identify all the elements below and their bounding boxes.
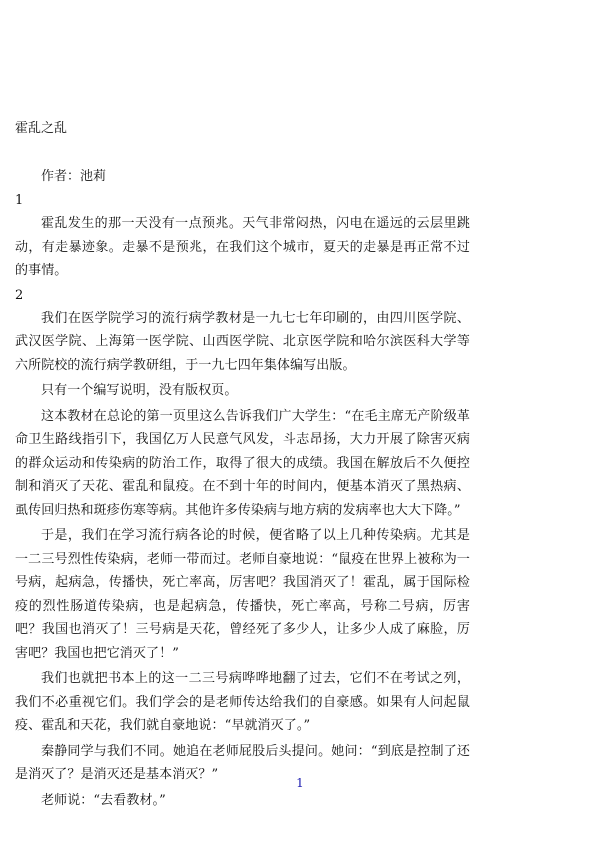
section-number: 1 [15,193,24,208]
page-number: 1 [296,776,304,790]
section-1 [15,190,470,283]
author-line: 作者：池莉 [41,169,107,184]
paragraph: 老师说：“去看教材。” [41,792,166,808]
paragraph: 只有一个编写说明，没有版权页。 [41,383,238,398]
paragraph: 秦静同学与我们不同。她追在老师屁股后头提问。她问：“到底是控制了还是消灭了？是消灭还是基本消灭？” [15,743,470,782]
paragraph: 于是，我们在学习流行病各论的时候，便省略了以上几种传染病。尤其是一二三号烈性传染病，老师一带而过。老师自豪地说：“鼠疫在世界上被称为一号病，起病急，传播快，死亡率高，厉害吧？我国消灭了！霍乱，属于国际检疫的烈性肠道传染病，也是起病急，传播快，死亡率高，号称二号病，厉害吧？我国也消灭了！三号病是天花，曾经死了多少人，让多少人成了麻脸，厉害吧？我国也把它消灭了！” [15,528,470,661]
document-title: 霍乱之乱 [15,121,68,136]
section-number: 2 [15,287,24,303]
paragraph: 我们在医学院学习的流行病学教材是一九七七年印刷的，由四川医学院、武汉医学院、上海第一医学院、山西医学院、北京医学院和哈尔滨医科大学等六所院校的流行病学教研组，于一九七四年集体编写出版。 [15,310,470,373]
document-body [15,190,470,814]
paragraph: 这本教材在总论的第一页里这么告诉我们广大学生：“在毛主席无产阶级革命卫生路线指引下，我国亿万人民意气风发，斗志昂扬，大力开展了除害灭病的群众运动和传染病的防治工作，取得了很大的成绩。我国在解放后不久便控制和消灭了天花、霍乱和鼠疫。在不到十年的时间内，便基本消灭了黑热病、虱传回归热和斑疹伤寒等病。其他许多传染病与地方病的发病率也大大下降。” [15,408,470,518]
paragraph: 霍乱发生的那一天没有一点预兆。天气非常闷热，闪电在遥远的云层里跳动，有走暴迹象。走暴不是预兆，在我们这个城市，夏天的走暴是再正常不过的事情。 [15,216,470,278]
section-2 [15,285,470,813]
paragraph: 我们也就把书本上的这一二三号病哗哗地翻了过去，它们不在考试之列，我们不必重视它们。我们学会的是老师传达给我们的自豪感。如果有人问起鼠疫、霍乱和天花，我们就自豪地说：“早就消灭了。” [15,671,470,733]
